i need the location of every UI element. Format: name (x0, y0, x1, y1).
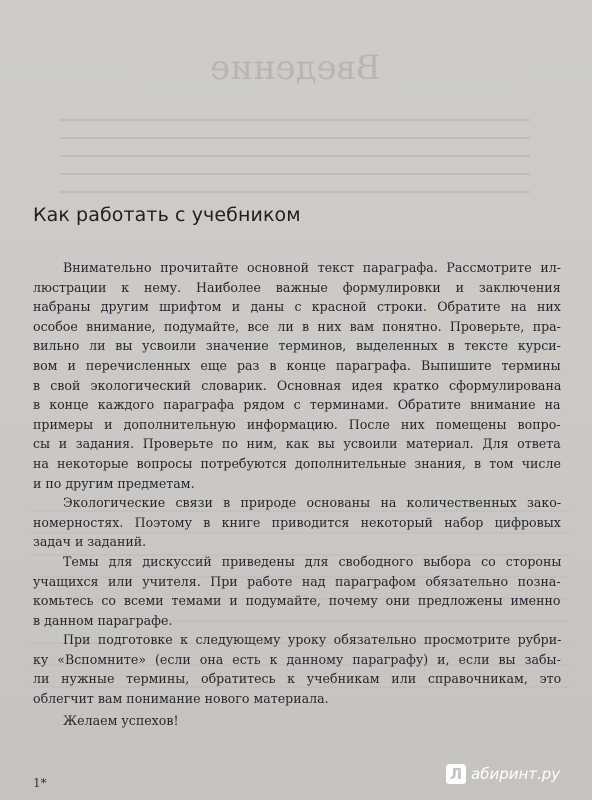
body-text (33, 258, 561, 730)
text-line: вом и перечисленных еще раз в конце параграфа. Выпишите термины (33, 357, 561, 373)
text-line: в конце каждого параграфа рядом с терминами. Обратите внимание на (33, 397, 561, 413)
closing-line: Желаем успехов! (63, 712, 179, 728)
bleed-through-title: Введение (210, 48, 381, 88)
text-line: на некоторые вопросы потребуются дополнительные знания, в том числе (33, 455, 561, 471)
paragraph-1 (33, 258, 561, 493)
section-heading: Как работать с учебником (33, 204, 301, 226)
text-line: в данном параграфе. (33, 612, 173, 628)
text-line: люстрации к нему. Наиболее важные формулировки и заключения (33, 279, 561, 295)
labirint-logo-icon: Л (446, 764, 466, 784)
text-line: примеры и дополнительную информацию. После них помещены вопро- (33, 416, 561, 432)
paragraph-4 (33, 630, 561, 708)
text-line: задач и заданий. (33, 534, 147, 550)
text-line: сы и задания. Проверьте по ним, как вы усвоили материал. Для ответа (33, 436, 561, 452)
text-line: учащихся или учителя. При работе над параграфом обязательно позна- (33, 573, 561, 589)
text-line: облегчит вам понимание нового материала. (33, 691, 329, 707)
page-number: 1* (33, 776, 47, 790)
text-line: При подготовке к следующему уроку обязательно просмотрите рубри- (63, 632, 562, 648)
bleed-through-lines (60, 110, 530, 200)
closing-wish (33, 711, 561, 731)
text-line: Темы для дискуссий приведены для свободного выбора со стороны (63, 553, 562, 569)
text-line: и по другим предметам. (33, 475, 195, 491)
labirint-watermark (446, 764, 560, 784)
text-line: Внимательно прочитайте основной текст параграфа. Рассмотрите ил- (63, 260, 562, 275)
text-line: вильно ли вы усвоили значение терминов, выделенных в тексте курси- (33, 338, 561, 354)
text-line: комьтесь со всеми темами и подумайте, почему они предложены именно (33, 593, 561, 609)
text-line: Экологические связи в природе основаны на количественных зако- (63, 495, 562, 511)
paragraph-3 (33, 552, 561, 630)
text-line: ку «Вспомните» (если она есть к данному параграфу) и, если вы забы- (33, 651, 561, 667)
watermark-text: абиринт.ру (471, 765, 561, 783)
text-line: набраны другим шрифтом и даны с красной строки. Обратите на них (33, 299, 561, 315)
text-line: ли нужные термины, обратитесь к учебникам или справочникам, это (33, 671, 562, 687)
text-line: номерностях. Поэтому в книге приводится некоторый набор цифровых (33, 514, 561, 530)
paragraph-2 (33, 493, 561, 552)
text-line: в свой экологический словарик. Основная идея кратко сформулирована (33, 377, 562, 393)
text-line: особое внимание, подумайте, все ли в них вам понятно. Проверьте, пра- (33, 318, 561, 334)
